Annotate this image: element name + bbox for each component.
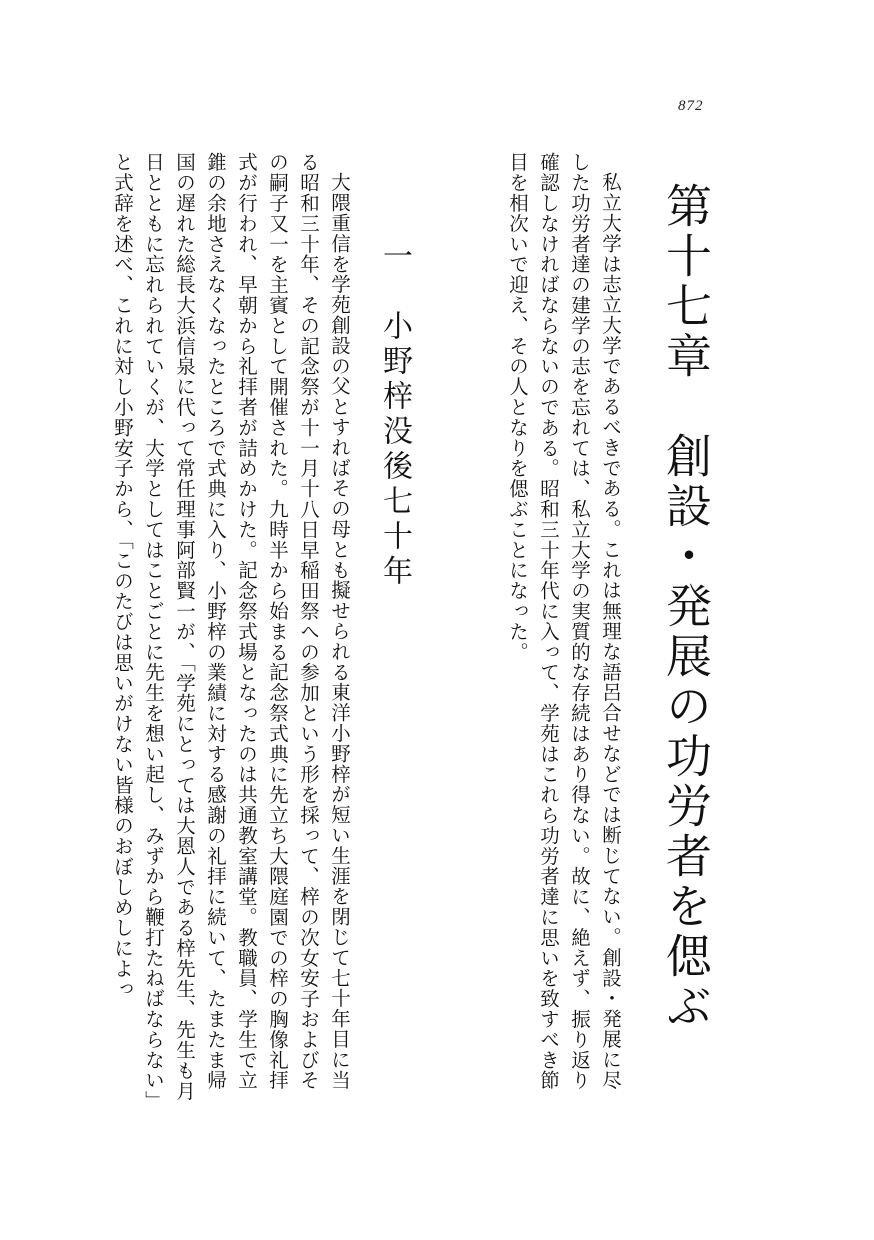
section-heading: 一 小野梓没後七十年 bbox=[377, 240, 412, 590]
page-number: 872 bbox=[678, 98, 704, 114]
intro-paragraph: 私立大学は志立大学であるべきである。これは無理な語呂合せなどでは断じてない。創設・発展に尽した功労者達の建学の志を忘れては、私立大学の実質的な存続はあり得ない。故に、絶えず、振り返り確認しなければならないのである。昭和三十年代に入って、学苑はこれら功労者達に思いを致すべき節目を相次いで迎え、その人となりを偲ぶことになった。 bbox=[506, 152, 622, 1091]
body-text bbox=[83, 152, 355, 1102]
body-paragraph: 大隈重信を学苑創設の父とすればその母とも擬せられる東洋小野梓が短い生涯を閉じて七十年目に当る昭和三十年、その記念祭が十一月十八日早稲田祭への参加という形を採って、梓の次女安子およびその嗣子又一を主賓として開催された。九時半から始まる記念祭式典に先立ち大隈庭園での梓の胸像礼拝式が行われ、早朝から礼拝者が詰めかけた。記念祭式場となったのは共通教室講堂。教職員、学生で立錐の余地さえなくなったところで式典に入り、小野梓の業績に対する感謝の礼拝に続いて、たまたま帰国の遅れた総長大浜信泉に代って常任理事阿部賢一が、「学苑にとっては大恩人である梓先生、先生も月日とともに忘れられていくが、大学としてはことごとに先生を想い起し、みずから鞭打たねばならない」と式辞を述べ、これに対し小野安子から、「このたびは思いがけない皆様のおぼしめしによっ bbox=[111, 152, 351, 1102]
chapter-title: 第十七章 創設・発展の功労者を偲ぶ bbox=[659, 182, 713, 1032]
intro-text bbox=[461, 152, 626, 1102]
